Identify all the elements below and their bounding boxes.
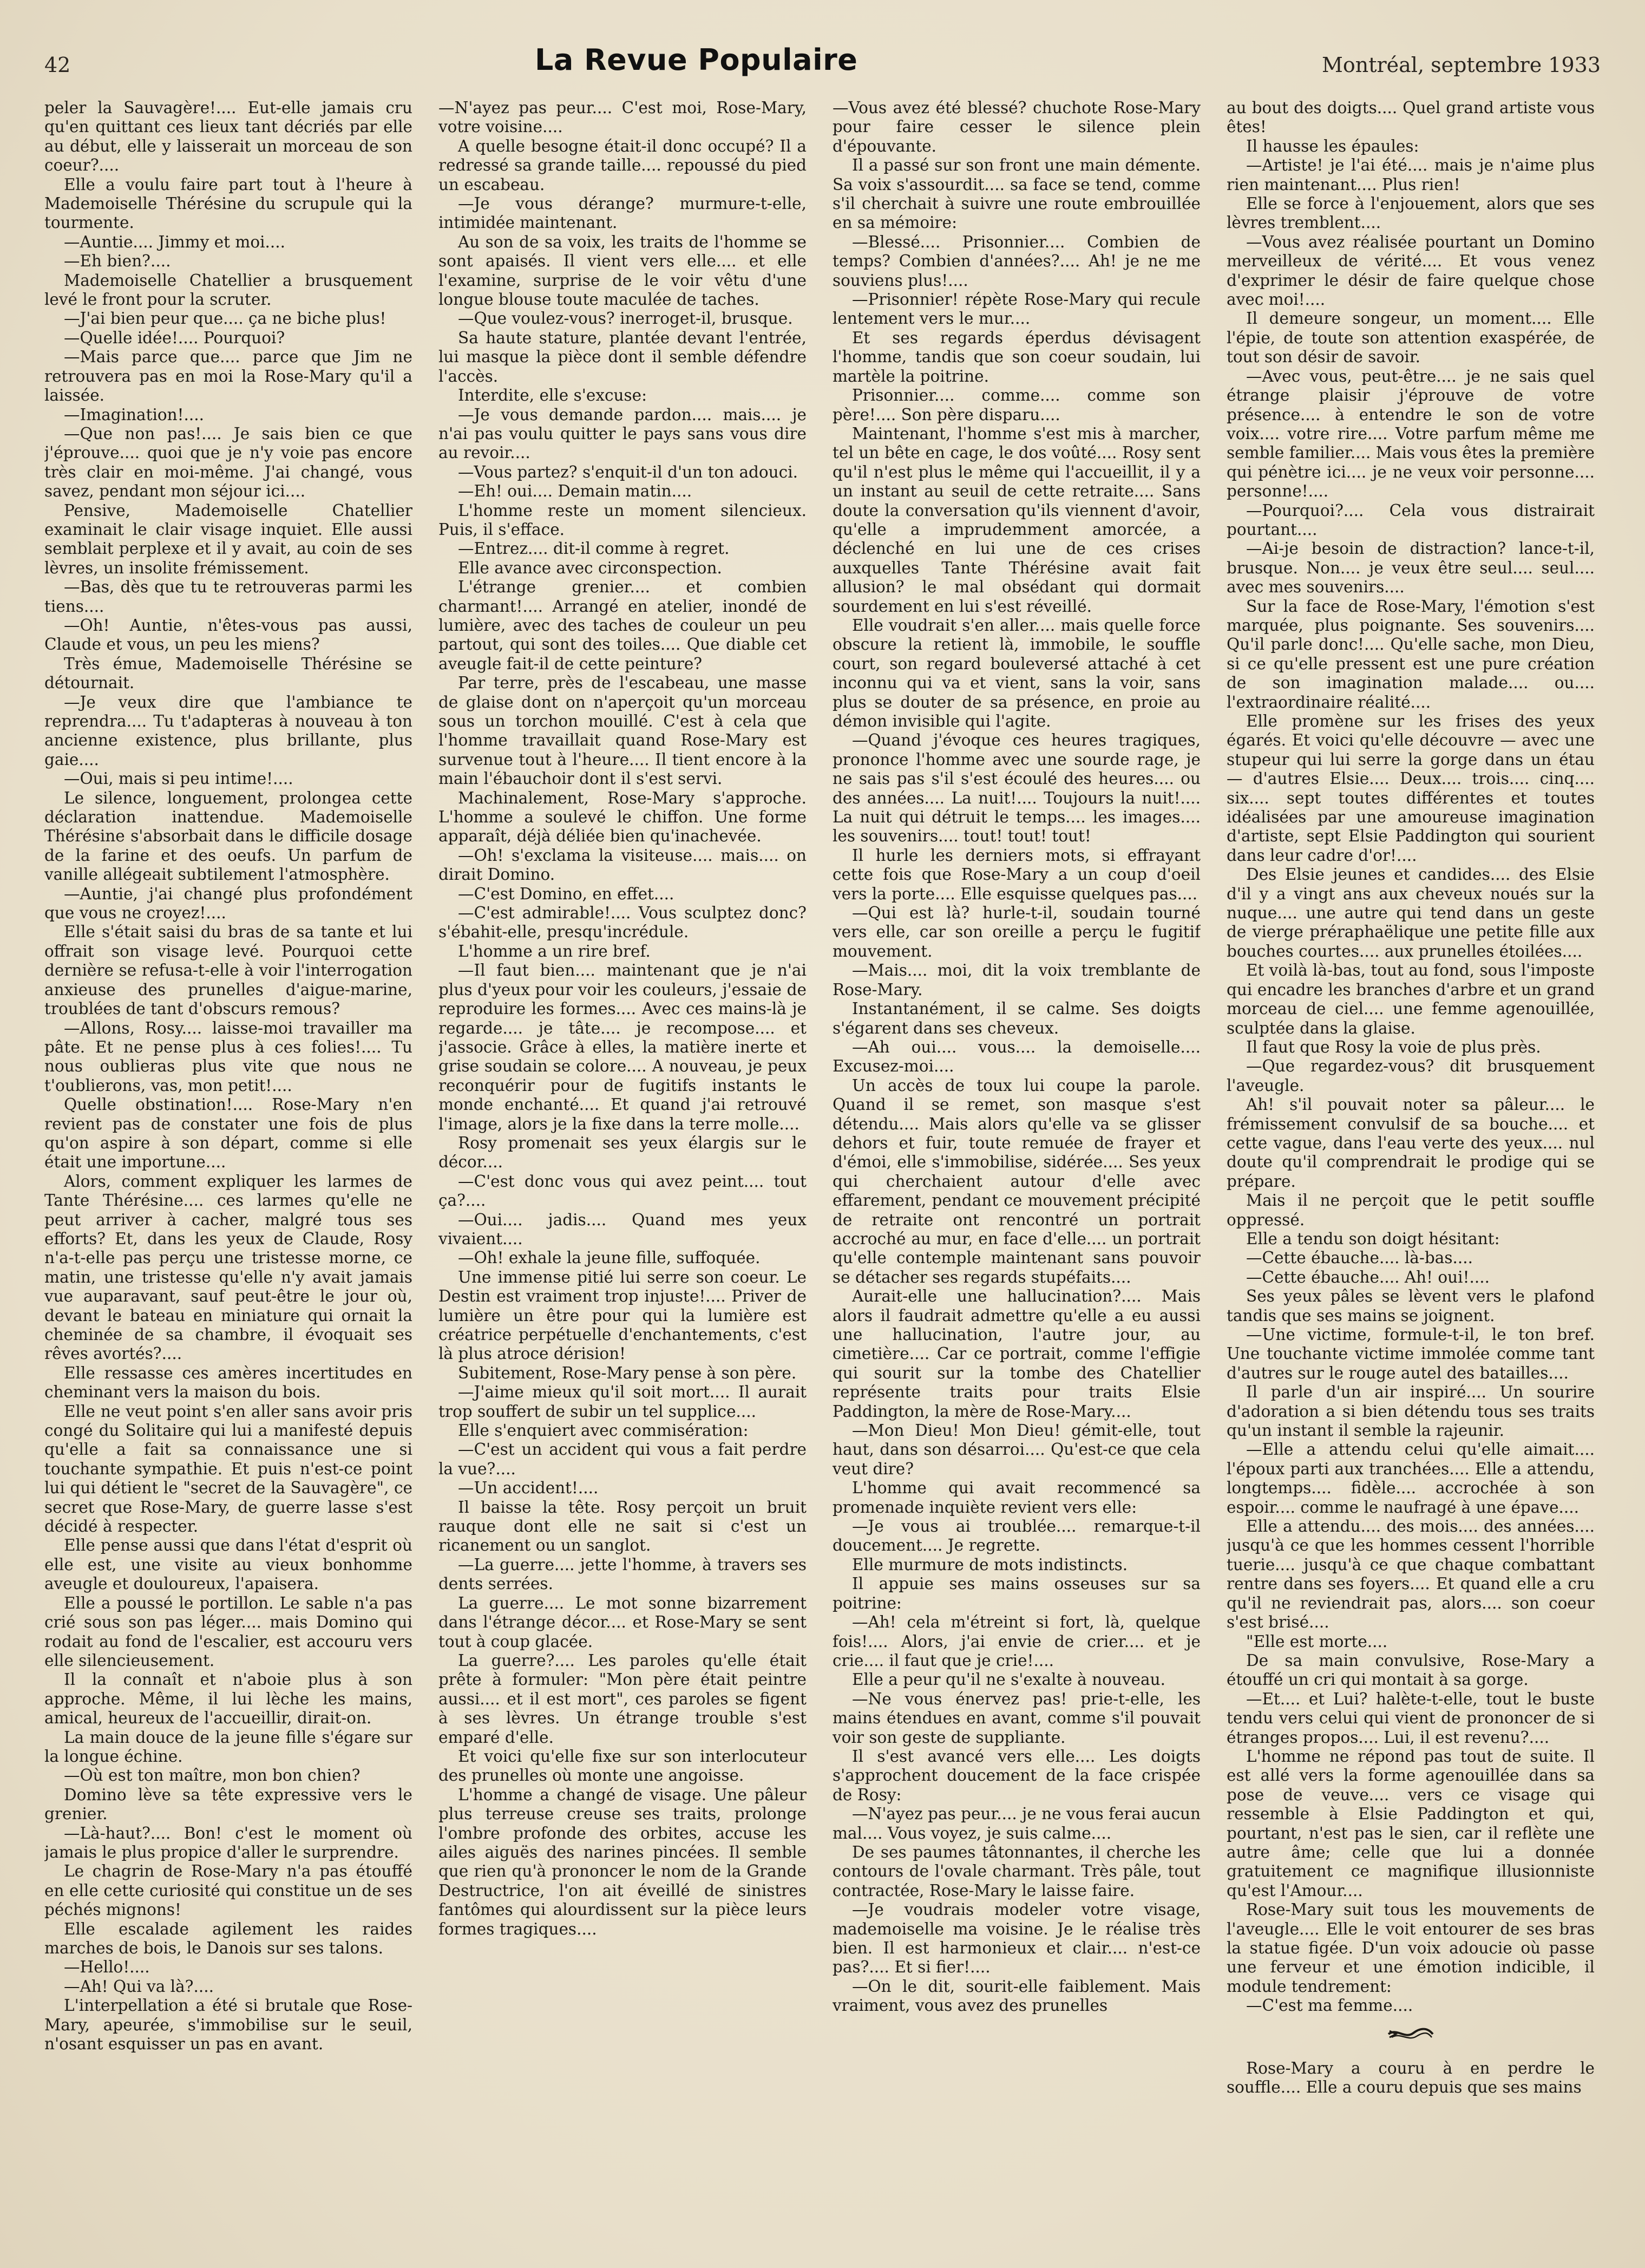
paragraph: Elle s'enquiert avec commisération: — [458, 1421, 749, 1440]
paragraph: peler la Sauvagère!.... Eut-elle jamais cru qu'en quittant ces lieux tant décriés par elle au début, elle y laisserait un morceau de son coeur?.... — [44, 99, 412, 175]
paragraph: —C'est un accident qui vous a fait perdre la vue?.... — [438, 1440, 807, 1478]
paragraph: Ah! s'il pouvait noter sa pâleur.... le frémissement convulsif de sa bouche.... et cette vague, dans l'eau verte des yeux.... nul doute qu'il comprendrait le prodige qui se prépare. — [1227, 1095, 1595, 1191]
magazine-title: La Revue Populaire — [534, 43, 858, 77]
paragraph: La guerre?.... Les paroles qu'elle était prête à formuler: "Mon père était peintre aussi.... et il est mort", ces paroles se figent à ses lèvres. Un étrange trouble s'est emparé d'elle. — [438, 1651, 807, 1747]
paragraph: Et voilà là-bas, tout au fond, sous l'imposte qui encadre les branches d'arbre et un grand morceau de ciel.... une femme agenouillée, sculptée dans la glaise. — [1227, 961, 1595, 1037]
paragraph: Mademoiselle Chatellier a brusquement levé le front pour la scruter. — [44, 271, 412, 309]
paragraph: —Hello!.... — [64, 1958, 150, 1977]
paragraph: —Je veux dire que l'ambiance te reprendra.... Tu t'adapteras à nouveau à ton ancienne existence, plus brillante, plus gaie.... — [44, 692, 412, 769]
paragraph: —Il faut bien.... maintenant que je n'ai plus d'yeux pour voir les couleurs, j'essaie de reproduire les formes.... Avec ces mains-là je regarde.... je tâte.... je recompose.... et j'associe. Grâce à elles, la matière inerte et grise soudain se colore.... A nouveau, je peux reconquérir pour de fugitifs instants le monde enchanté.... Et quand j'ai retrouvé l'image, alors je la fixe dans la terre molle.... — [438, 961, 807, 1133]
paragraph: Il appuie ses mains osseuses sur sa poitrine: — [833, 1574, 1201, 1612]
column-3 — [833, 99, 1201, 2259]
article-columns — [44, 99, 1601, 2259]
paragraph: L'homme a un rire bref. — [458, 942, 651, 960]
paragraph: Rose-Mary suit tous les mouvements de l'aveugle.... Elle le voit entourer de ses bras la statue figée. D'un voix adoucie où passe une ferveur et une émotion indicible, il module tendrement: — [1227, 1900, 1595, 1996]
paragraph: —Je vous ai troublée.... remarque-t-il doucement.... Je regrette. — [833, 1517, 1201, 1555]
paragraph: Sur la face de Rose-Mary, l'émotion s'est marquée, plus poignante. Ses souvenirs.... Qu'il parle donc!.... Qu'elle sache, mon Dieu, si ce qu'elle pressent est une pure création de son imagination malade.... ou.... l'extraordinaire réalité.... — [1227, 597, 1595, 711]
paragraph: —N'ayez pas peur.... je ne vous ferai aucun mal.... Vous voyez, je suis calme.... — [833, 1805, 1201, 1842]
paragraph: L'homme qui avait recommencé sa promenade inquiète revient vers elle: — [833, 1479, 1201, 1517]
paragraph: —Bas, dès que tu te retrouveras parmi les tiens.... — [44, 578, 412, 616]
paragraph: Elle a attendu.... des mois.... des années.... jusqu'à ce que les hommes cessent l'horrible tuerie.... jusqu'à ce que chaque combattant rentre dans ses foyers.... Et quand elle a cru qu'il ne reviendrait pas, alors.... son coeur s'est brisé.... — [1227, 1517, 1595, 1632]
paragraph: Il baisse la tête. Rosy perçoit un bruit rauque dont elle ne sait si c'est un ricanement ou un sanglot. — [438, 1498, 807, 1555]
paragraph: Par terre, près de l'escabeau, une masse de glaise dont on n'aperçoit qu'un morceau sous un torchon mouillé. C'est à cela que l'homme travaillait quand Rose-Mary est survenue tout à l'heure.... Il tient encore à la main l'ébauchoir dont il s'est servi. — [438, 674, 807, 788]
paragraph: —C'est Domino, en effet.... — [458, 884, 674, 903]
column-4 — [1227, 99, 1595, 2259]
paragraph: —Ah oui.... vous.... la demoiselle.... Excusez-moi.... — [833, 1037, 1201, 1076]
paragraph: —Mais parce que.... parce que Jim ne retrouvera pas en moi la Rose-Mary qu'il a laissée. — [44, 348, 412, 405]
paragraph: —Mais.... moi, dit la voix tremblante de Rose-Mary. — [833, 961, 1201, 999]
dateline: Montréal, septembre 1933 — [1321, 53, 1601, 77]
paragraph: —Et.... et Lui? halète-t-elle, tout le buste tendu vers celui qui vient de prononcer de si étranges propos.... Lui, il est revenu?.... — [1227, 1689, 1595, 1747]
paragraph: —Auntie.... Jimmy et moi.... — [64, 232, 286, 251]
paragraph: Pensive, Mademoiselle Chatellier examinait le clair visage inquiet. Elle aussi semblait perplexe et il y avait, au coin de ses lèvres, un insolite frémissement. — [44, 501, 412, 577]
paragraph: —C'est admirable!.... Vous sculptez donc? s'ébahit-elle, presqu'incrédule. — [438, 904, 807, 942]
paragraph: au bout des doigts.... Quel grand artiste vous êtes! — [1227, 99, 1595, 136]
paragraph: —C'est ma femme.... — [1246, 1996, 1413, 2015]
paragraph: Il demeure songeur, un moment.... Elle l'épie, de toute son attention exaspérée, de tout son désir de savoir. — [1227, 309, 1595, 367]
paragraph: Aurait-elle une hallucination?.... Mais alors il faudrait admettre qu'elle a eu aussi une hallucination, l'autre jour, au cimetière.... Car ce portrait, comme l'effigie qui sourit sur la tombe des Chatellier représente traits pour traits Elsie Paddington, la mère de Rose-Mary.... — [833, 1287, 1201, 1421]
paragraph: Prisonnier.... comme.... comme son père!.... Son père disparu.... — [833, 386, 1201, 424]
paragraph: —Artiste! je l'ai été.... mais je n'aime plus rien maintenant.... Plus rien! — [1227, 156, 1595, 194]
paragraph: —Allons, Rosy.... laisse-moi travailler ma pâte. Et ne pense plus à ces folies!.... Tu nous oublieras plus vite que nous ne t'oublierons, vas, mon petit!.... — [44, 1018, 412, 1095]
paragraph: Au son de sa voix, les traits de l'homme se sont apaisés. Il vient vers elle.... et elle l'examine, surprise de le voir vêtu d'une longue blouse toute maculée de taches. — [438, 232, 807, 309]
paragraph: —Oui.... jadis.... Quand mes yeux vivaient.... — [438, 1210, 807, 1248]
paragraph: Elle ressasse ces amères incertitudes en cheminant vers la maison du bois. — [44, 1363, 412, 1402]
paragraph: —Entrez.... dit-il comme à regret. — [458, 539, 730, 558]
paragraph: Il hurle les derniers mots, si effrayant cette fois que Rose-Mary a un coup d'oeil vers la porte.... Elle esquisse quelques pas.... — [833, 846, 1201, 903]
paragraph: De ses paumes tâtonnantes, il cherche les contours de l'ovale charmant. Très pâle, tout contractée, Rose-Mary le laisse faire. — [833, 1842, 1201, 1900]
paragraph: "Elle est morte.... — [1246, 1632, 1388, 1651]
paragraph: —Ah! cela m'étreint si fort, là, quelque fois!.... Alors, j'ai envie de crier.... et je crie.... il faut que je crie!.... — [833, 1613, 1201, 1670]
paragraph: L'homme a changé de visage. Une pâleur plus terreuse creuse ses traits, prolonge l'ombre profonde des orbites, accuse les ailes aiguës des narines pincées. Il semble que rien qu'à prononcer le nom de la Grande Destructrice, l'on ait éveillé de sinistres fantômes qui alourdissent sur la pièce leurs formes tragiques.... — [438, 1785, 807, 1938]
paragraph: Elle escalade agilement les raides marches de bois, le Danois sur ses talons. — [44, 1919, 412, 1957]
paragraph: Ses yeux pâles se lèvent vers le plafond tandis que ses mains se joignent. — [1227, 1287, 1595, 1325]
paragraph: Des Elsie jeunes et candides.... des Elsie d'il y a vingt ans aux cheveux noués sur la nuque.... une autre qui tend dans un geste de vierge préraphaëlique une petite fille aux bouches courtes.... aux prunelles étoilées.... — [1227, 865, 1595, 960]
paragraph: Elle a tendu son doigt hésitant: — [1246, 1229, 1500, 1248]
paragraph: —Ah! Qui va là?.... — [64, 1977, 214, 1996]
paragraph: —Que non pas!.... Je sais bien ce que j'éprouve.... quoi que je n'y voie pas encore très clair en moi-même. J'ai changé, vous savez, pendant mon séjour ici.... — [44, 424, 412, 501]
paragraph: Interdite, elle s'excuse: — [458, 386, 647, 405]
paragraph: Mais il ne perçoit que le petit souffle oppressé. — [1227, 1191, 1595, 1229]
paragraph: —Là-haut?.... Bon! c'est le moment où jamais le plus propice d'aller le surprendre. — [44, 1823, 412, 1861]
paragraph: —Oui, mais si peu intime!.... — [64, 769, 293, 788]
paragraph: Rosy promenait ses yeux élargis sur le décor.... — [438, 1133, 807, 1172]
paragraph: —Quelle idée!.... Pourquoi? — [64, 328, 285, 347]
paragraph: —Ne vous énervez pas! prie-t-elle, les mains étendues en avant, comme s'il pouvait voir son geste de suppliante. — [833, 1689, 1201, 1747]
paragraph: Elle a voulu faire part tout à l'heure à Mademoiselle Thérésine du scrupule qui la tourmente. — [44, 175, 412, 232]
paragraph: —Je vous demande pardon.... mais.... je n'ai pas voulu quitter le pays sans vous dire au revoir.... — [438, 405, 807, 462]
paragraph: Il a passé sur son front une main démente. Sa voix s'assourdit.... sa face se tend, comme s'il cherchait à suivre une route embrouillée en sa mémoire: — [833, 156, 1201, 232]
paragraph: —Oh! s'exclama la visiteuse.... mais.... on dirait Domino. — [438, 846, 807, 884]
paragraph: —Où est ton maître, mon bon chien? — [64, 1766, 361, 1785]
paragraph: —Ai-je besoin de distraction? lance-t-il, brusque. Non.... je veux être seul.... seul.... avec mes souvenirs.... — [1227, 539, 1595, 597]
paragraph: —Auntie, j'ai changé plus profondément que vous ne croyez!.... — [44, 884, 412, 923]
paragraph: Elle voudrait s'en aller.... mais quelle force obscure la retient là, immobile, le souffle court, son regard bouleversé attaché à cet inconnu qui va et vient, sans la voir, sans plus se douter de sa présence, en proie au démon invisible qui l'agite. — [833, 616, 1201, 730]
paragraph: —Je voudrais modeler votre visage, mademoiselle ma voisine. Je le réalise très bien. Il est harmonieux et clair.... n'est-ce pas?.... Et si fier!.... — [833, 1900, 1201, 1977]
paragraph: Elle a poussé le portillon. Le sable n'a pas crié sous son pas léger.... mais Domino qui rodait au fond de l'escalier, est accouru vers elle silencieusement. — [44, 1593, 412, 1670]
paragraph: —Vous avez réalisée pourtant un Domino merveilleux de vérité.... Et vous venez d'exprimer le désir de faire quelque chose avec moi!.... — [1227, 232, 1595, 309]
paragraph: Et voici qu'elle fixe sur son interlocuteur des prunelles où monte une angoisse. — [438, 1747, 807, 1785]
paragraph: —Oh! Auntie, n'êtes-vous pas aussi, Claude et vous, un peu les miens? — [44, 616, 412, 654]
paragraph: Subitement, Rose-Mary pense à son père. — [458, 1363, 797, 1382]
paragraph: —C'est donc vous qui avez peint.... tout ça?.... — [438, 1172, 807, 1210]
paragraph: —Un accident!.... — [458, 1479, 599, 1498]
paragraph: —La guerre.... jette l'homme, à travers ses dents serrées. — [438, 1555, 807, 1593]
paragraph: Alors, comment expliquer les larmes de Tante Thérésine.... ces larmes qu'elle ne peut arriver à cacher, malgré tous ses efforts? Et, dans les yeux de Claude, Rosy n'a-t-elle pas perçu une tristesse morne, ce matin, une tristesse qu'elle n'y avait jamais vue auparavant, sauf peut-être le jour où, devant le bateau en miniature qui ornait la cheminée de sa chambre, il évoquait ses rêves avortés?.... — [44, 1172, 412, 1363]
paragraph: Elle pense aussi que dans l'état d'esprit où elle est, une visite au vieux bonhomme aveugle et douloureux, l'apaisera. — [44, 1536, 412, 1593]
paragraph: Elle murmure de mots indistincts. — [852, 1555, 1128, 1574]
paragraph: L'étrange grenier.... et combien charmant!.... Arrangé en atelier, inondé de lumière, avec des taches de couleur un peu partout, qui sont des toiles.... Que diable cet aveugle fait-il de cette peinture? — [438, 578, 807, 673]
paragraph: Il parle d'un air inspiré.... Un sourire d'adoration a si bien détendu tous ses traits qu'un instant il semble la rajeunir. — [1227, 1383, 1595, 1440]
paragraph: Très émue, Mademoiselle Thérésine se détournait. — [44, 654, 412, 692]
column-2 — [438, 99, 807, 2259]
paragraph: —Pourquoi?.... Cela vous distrairait pourtant.... — [1227, 501, 1595, 539]
paragraph: Quelle obstination!.... Rose-Mary n'en revient pas de constater une fois de plus qu'on aspire à son départ, comme si elle était une importune.... — [44, 1095, 412, 1172]
paragraph: —Vous avez été blessé? chuchote Rose-Mary pour faire cesser le silence plein d'épouvante. — [833, 99, 1201, 155]
paragraph: —Cette ébauche.... Ah! oui!.... — [1246, 1267, 1490, 1286]
paragraph: —Je vous dérange? murmure-t-elle, intimidée maintenant. — [438, 194, 807, 232]
paragraph: Il hausse les épaules: — [1246, 136, 1419, 155]
paragraph: Elle s'était saisi du bras de sa tante et lui offrait son visage levé. Pourquoi cette dernière se refusa-t-elle à voir l'interrogation anxieuse des prunelles d'aigue-marine, troublées de tant d'obscurs remous? — [44, 923, 412, 1018]
paragraph: De sa main convulsive, Rose-Mary a étouffé un cri qui montait à sa gorge. — [1227, 1651, 1595, 1689]
paragraph: —Imagination!.... — [64, 405, 205, 424]
section-break-ornament-icon — [1227, 2025, 1595, 2046]
page-header — [44, 39, 1601, 77]
paragraph: —Blessé.... Prisonnier.... Combien de temps? Combien d'années?.... Ah! je ne me souviens plus!.... — [833, 232, 1201, 290]
column-1 — [44, 99, 412, 2259]
paragraph: L'interpellation a été si brutale que Rose-Mary, apeurée, s'immobilise sur le seuil, n'osant esquisser un pas en avant. — [44, 1996, 412, 2054]
paragraph: —Eh! oui.... Demain matin.... — [458, 482, 692, 501]
paragraph: —N'ayez pas peur.... C'est moi, Rose-Mary, votre voisine.... — [438, 99, 807, 136]
paragraph: Il faut que Rosy la voie de plus près. — [1246, 1037, 1541, 1056]
paragraph: —Mon Dieu! Mon Dieu! gémit-elle, tout haut, dans son désarroi.... Qu'est-ce que cela veut dire? — [833, 1421, 1201, 1478]
paragraph: —Cette ébauche.... là-bas.... — [1246, 1249, 1473, 1267]
paragraph: —J'ai bien peur que.... ça ne biche plus! — [64, 309, 386, 328]
paragraph: —Oh! exhale la jeune fille, suffoquée. — [458, 1249, 761, 1267]
paragraph: La guerre.... Le mot sonne bizarrement dans l'étrange décor.... et Rose-Mary se sent tout à coup glacée. — [438, 1593, 807, 1651]
column-4-body — [1227, 99, 1595, 2016]
paragraph: —J'aime mieux qu'il soit mort.... Il aurait trop souffert de subir un tel supplice.... — [438, 1383, 807, 1421]
paragraph: —Quand j'évoque ces heures tragiques, prononce l'homme avec une sourde rage, je ne sais pas s'il s'est écoulé des heures.... ou des années.... La nuit!.... Toujours la nuit!.... La nuit qui détruit le temps.... les images.... les souvenirs.... tout! tout! tout! — [833, 731, 1201, 846]
paragraph: —Avec vous, peut-être.... je ne sais quel étrange plaisir j'éprouve de votre présence.... à entendre le son de votre voix.... votre rire.... Votre parfum même me semble familier.... Mais vous êtes la première qui pénètre ici.... je ne veux voir personne.... personne!.... — [1227, 367, 1595, 501]
paragraph: Elle promène sur les frises des yeux égarés. Et voici qu'elle découvre — avec une stupeur qui lui serre la gorge dans un étau — d'autres Elsie.... Deux.... trois.... cinq.... six.... sept toutes différentes et toutes idéalisées par une amoureuse imagination d'artiste, sept Elsie Paddington qui sourient dans leur cadre d'or!.... — [1227, 712, 1595, 865]
paragraph: A quelle besogne était-il donc occupé? Il a redressé sa grande taille.... repoussé du pied un escabeau. — [438, 136, 807, 194]
paragraph: Il la connaît et n'aboie plus à son approche. Même, il lui lèche les mains, amical, heureux de l'accueillir, dirait-on. — [44, 1670, 412, 1728]
paragraph: Instantanément, il se calme. Ses doigts s'égarent dans ses cheveux. — [833, 999, 1201, 1037]
paragraph: —Prisonnier! répète Rose-Mary qui recule lentement vers le mur.... — [833, 290, 1201, 328]
paragraph: Rose-Mary a couru à en perdre le souffle.... Elle a couru depuis que ses mains — [1227, 2059, 1595, 2097]
paragraph: L'homme ne répond pas tout de suite. Il est allé vers la forme agenouillée dans sa pose de veuve.... vers ce visage qui ressemble à Elsie Paddington et qui, pourtant, n'est pas le sien, car il reflète une autre âme; celle que lui a donnée gratuitement ce magnifique illusionniste qu'est l'Amour.... — [1227, 1747, 1595, 1900]
paragraph: —Qui est là? hurle-t-il, soudain tourné vers elle, car son oreille a perçu le fugitif mouvement. — [833, 904, 1201, 960]
paragraph: Machinalement, Rose-Mary s'approche. L'homme a soulevé le chiffon. Une forme apparaît, déjà déliée bien qu'inachevée. — [438, 788, 807, 846]
paragraph: —On le dit, sourit-elle faiblement. Mais vraiment, vous avez des prunelles — [833, 1977, 1201, 2015]
paragraph: Il s'est avancé vers elle.... Les doigts s'approchent doucement de la face crispée de Rosy: — [833, 1747, 1201, 1804]
paragraph: L'homme reste un moment silencieux. Puis, il s'efface. — [438, 501, 807, 539]
paragraph: Maintenant, l'homme s'est mis à marcher, tel un bête en cage, le dos voûté.... Rosy sent qu'il n'est plus le même qui l'accueillit, il y a un instant au seuil de cette retraite.... Sans doute la conversation qu'ils viennent d'avoir, qu'elle a imprudemment amorcée, a déclenché en lui une de ces crises auxquelles Tante Thérésine avait fait allusion? le mal obsédant qui dormait sourdement en lui s'est réveillé. — [833, 424, 1201, 616]
paragraph: Elle se force à l'enjouement, alors que ses lèvres tremblent.... — [1227, 194, 1595, 232]
paragraph: Domino lève sa tête expressive vers le grenier. — [44, 1785, 412, 1823]
page-number: 42 — [44, 53, 71, 77]
paragraph: Un accès de toux lui coupe la parole. Quand il se remet, son masque s'est détendu.... Mais alors qu'elle va se glisser dehors et fuir, toute remuée de frayer et d'émoi, elle s'immobilise, sidérée.... Ses yeux qui cherchaient autour d'elle avec effarement, pendant ce mouvement précipité de retraite ont rencontré un portrait accroché au mur, en face d'elle.... un portrait qu'elle contemple maintenant sans pouvoir se détacher ses regards stupéfaits.... — [833, 1076, 1201, 1286]
paragraph: Elle a peur qu'il ne s'exalte à nouveau. — [852, 1670, 1165, 1689]
paragraph: —Que regardez-vous? dit brusquement l'aveugle. — [1227, 1057, 1595, 1095]
paragraph: La main douce de la jeune fille s'égare sur la longue échine. — [44, 1728, 412, 1766]
paragraph: Le silence, longuement, prolongea cette déclaration inattendue. Mademoiselle Thérésine s'absorbait dans le difficile dosage de la farine et des oeufs. Un parfum de vanille allégeait subtilement l'atmosphère. — [44, 788, 412, 884]
paragraph: —Elle a attendu celui qu'elle aimait.... l'époux parti aux tranchées.... Elle a attendu, longtemps.... fidèle.... accrochée à son espoir.... comme le naufragé à une épave.... — [1227, 1440, 1595, 1517]
paragraph: Une immense pitié lui serre son coeur. Le Destin est vraiment trop injuste!.... Priver de lumière un être pour qui la lumière est créatrice perpétuelle d'enchantements, c'est là plus atroce dérision! — [438, 1267, 807, 1363]
paragraph: Sa haute stature, plantée devant l'entrée, lui masque la pièce dont il semble défendre l'accès. — [438, 328, 807, 385]
paragraph: —Vous partez? s'enquit-il d'un ton adouci. — [458, 462, 798, 481]
paragraph: —Une victime, formule-t-il, le ton bref. Une touchante victime immolée comme tant d'autres sur le rouge autel des batailles.... — [1227, 1325, 1595, 1382]
paragraph: —Eh bien?.... — [64, 252, 171, 271]
column-4-tail — [1227, 2059, 1595, 2097]
paragraph: —Que voulez-vous? inerroget-il, brusque. — [458, 309, 793, 328]
paragraph: Elle ne veut point s'en aller sans avoir pris congé du Solitaire qui lui a manifesté depuis qu'elle a fait sa connaissance une si touchante sympathie. Et puis n'est-ce point lui qui détient le "secret de la Sauvagère", ce secret que Rose-Mary, de guerre lasse s'est décidé à respecter. — [44, 1402, 412, 1536]
paragraph: Le chagrin de Rose-Mary n'a pas étouffé en elle cette curiosité qui constitue un de ses péchés mignons! — [44, 1862, 412, 1919]
paragraph: Et ses regards éperdus dévisagent l'homme, tandis que son coeur soudain, lui martèle la poitrine. — [833, 328, 1201, 385]
paragraph: Elle avance avec circonspection. — [458, 558, 722, 577]
